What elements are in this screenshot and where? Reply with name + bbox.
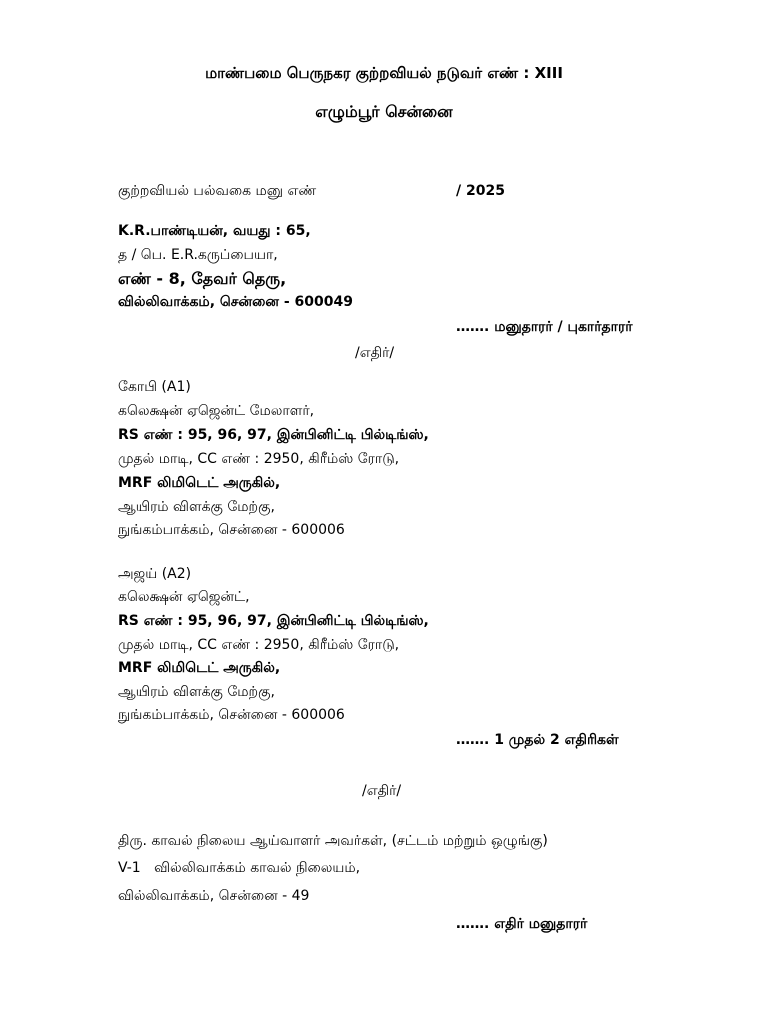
petitioner-line: வில்லிவாக்கம், சென்னை - 600049	[118, 294, 353, 310]
respondent-line: திரு. காவல் நிலைய ஆய்வாளர் அவர்கள், (சட்டம் மற்றும் ஒழுங்கு)	[118, 833, 548, 849]
respondent-line: MRF லிமிடெட் அருகில்,	[118, 660, 281, 676]
court-title: மாண்பமை பெருநகர குற்றவியல் நடுவர் எண் : XIII	[205, 64, 563, 82]
respondent-line: MRF லிமிடெட் அருகில்,	[118, 475, 281, 491]
petition-label: குற்றவியல் பல்வகை மனு எண்	[118, 183, 317, 199]
respondent-line: வில்லிவாக்கம், சென்னை - 49	[118, 888, 310, 904]
versus-divider: /எதிர்/	[355, 345, 395, 361]
respondent-line: ஆயிரம் விளக்கு மேற்கு,	[118, 499, 275, 515]
respondent-line: RS எண் : 95, 96, 97, இன்பினிட்டி பில்டிங்ஸ்,	[118, 427, 429, 443]
respondent-line: நுங்கம்பாக்கம், சென்னை - 600006	[118, 707, 345, 723]
court-location: எழும்பூர் சென்னை	[315, 102, 453, 121]
respondent-line: V-1 வில்லிவாக்கம் காவல் நிலையம்,	[118, 860, 361, 876]
petitioner-line: K.R.பாண்டியன், வயது : 65,	[118, 223, 311, 239]
respondent-line: ஆயிரம் விளக்கு மேற்கு,	[118, 684, 275, 700]
respondent-line: RS எண் : 95, 96, 97, இன்பினிட்டி பில்டிங்ஸ்,	[118, 613, 429, 629]
opposite-party-role: ……. எதிர் மனுதாரர்	[456, 916, 588, 932]
respondent-line: அஜய் (A2)	[118, 566, 192, 582]
petitioner-role: ……. மனுதாரர் / புகார்தாரர்	[456, 319, 633, 335]
petition-year: / 2025	[456, 183, 505, 199]
respondent-line: கலெக்ஷன் ஏஜென்ட் மேலாளர்,	[118, 403, 315, 419]
versus-divider: /எதிர்/	[362, 783, 402, 799]
respondent-line: கலெக்ஷன் ஏஜென்ட்,	[118, 589, 250, 605]
respondent-line: நுங்கம்பாக்கம், சென்னை - 600006	[118, 522, 345, 538]
petitioner-line: த / பெ. E.R.கருப்பையா,	[118, 247, 278, 263]
petitioner-line: எண் - 8, தேவர் தெரு,	[118, 269, 287, 288]
respondent-line: முதல் மாடி, CC எண் : 2950, கிரீம்ஸ் ரோடு,	[118, 451, 400, 467]
respondent-line: முதல் மாடி, CC எண் : 2950, கிரீம்ஸ் ரோடு,	[118, 637, 400, 653]
respondents-role: ……. 1 முதல் 2 எதிரிகள்	[456, 732, 619, 748]
respondent-line: கோபி (A1)	[118, 379, 191, 395]
